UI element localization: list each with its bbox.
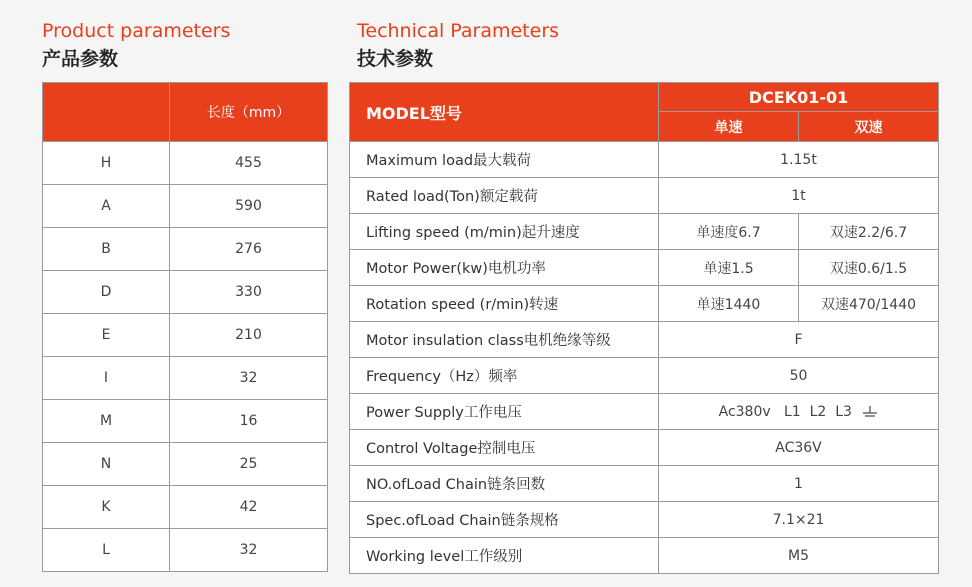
lifting-speed-label: Lifting speed (m/min)起升速度 (350, 214, 659, 250)
technical-parameters-table (349, 82, 939, 574)
table-header-row (350, 83, 939, 112)
table-row (350, 394, 939, 430)
table-row (43, 529, 328, 572)
table-row (43, 486, 328, 529)
control-voltage-label: Control Voltage控制电压 (350, 430, 659, 466)
param-name: M (43, 400, 170, 443)
control-voltage-value: AC36V (659, 430, 939, 466)
param-value: 32 (170, 357, 328, 400)
motor-power-single: 单速1.5 (659, 250, 799, 286)
motor-power-label: Motor Power(kw)电机功率 (350, 250, 659, 286)
param-name: N (43, 443, 170, 486)
param-value: 330 (170, 271, 328, 314)
header-blank-cell (43, 83, 170, 142)
rotation-speed-label: Rotation speed (r/min)转速 (350, 286, 659, 322)
working-level-label: Working level工作级别 (350, 538, 659, 574)
technical-title-en: Technical Parameters (357, 20, 560, 42)
insulation-value: F (659, 322, 939, 358)
param-value: 210 (170, 314, 328, 357)
power-supply-value: Ac380v L1 L2 L3 (718, 403, 852, 420)
param-name: A (43, 185, 170, 228)
product-title-cn: 产品参数 (42, 48, 119, 70)
max-load-label: Maximum load最大载荷 (350, 142, 659, 178)
table-row (43, 443, 328, 486)
chain-spec-label: Spec.ofLoad Chain链条规格 (350, 502, 659, 538)
product-parameters-table (42, 82, 328, 572)
lifting-speed-double: 双速2.2/6.7 (799, 214, 939, 250)
table-row (43, 228, 328, 271)
param-value: 16 (170, 400, 328, 443)
param-value: 276 (170, 228, 328, 271)
param-name: I (43, 357, 170, 400)
motor-power-double: 双速0.6/1.5 (799, 250, 939, 286)
rotation-speed-single: 单速1440 (659, 286, 799, 322)
lifting-speed-single: 单速度6.7 (659, 214, 799, 250)
length-header: 长度（mm） (170, 83, 328, 142)
rotation-speed-double: 双速470/1440 (799, 286, 939, 322)
table-row (350, 286, 939, 322)
working-level-value: M5 (659, 538, 939, 574)
param-value: 42 (170, 486, 328, 529)
table-row (43, 271, 328, 314)
model-label: MODEL型号 (350, 83, 659, 142)
single-speed-header: 单速 (659, 112, 799, 142)
table-row (43, 142, 328, 185)
chain-falls-label: NO.ofLoad Chain链条回数 (350, 466, 659, 502)
frequency-label: Frequency（Hz）频率 (350, 358, 659, 394)
table-row (350, 178, 939, 214)
table-row (350, 502, 939, 538)
table-row (350, 322, 939, 358)
power-supply-cell (659, 394, 939, 430)
table-row (350, 142, 939, 178)
table-row (350, 250, 939, 286)
table-row (43, 357, 328, 400)
technical-title-cn: 技术参数 (357, 48, 434, 70)
param-name: H (43, 142, 170, 185)
table-row (43, 314, 328, 357)
param-name: D (43, 271, 170, 314)
model-value: DCEK01-01 (659, 83, 939, 112)
product-title-en: Product parameters (42, 20, 231, 42)
rated-load-label: Rated load(Ton)额定载荷 (350, 178, 659, 214)
double-speed-header: 双速 (799, 112, 939, 142)
rated-load-value: 1t (659, 178, 939, 214)
frequency-value: 50 (659, 358, 939, 394)
table-row (43, 185, 328, 228)
chain-spec-value: 7.1×21 (659, 502, 939, 538)
ground-icon (862, 405, 878, 419)
chain-falls-value: 1 (659, 466, 939, 502)
param-value: 455 (170, 142, 328, 185)
table-row (350, 214, 939, 250)
table-row (43, 400, 328, 443)
param-value: 32 (170, 529, 328, 572)
table-row (350, 358, 939, 394)
param-value: 25 (170, 443, 328, 486)
table-header-row (43, 83, 328, 142)
table-row (350, 430, 939, 466)
param-name: K (43, 486, 170, 529)
table-row (350, 538, 939, 574)
param-name: B (43, 228, 170, 271)
param-name: E (43, 314, 170, 357)
table-row (350, 466, 939, 502)
param-name: L (43, 529, 170, 572)
insulation-label: Motor insulation class电机绝缘等级 (350, 322, 659, 358)
power-supply-label: Power Supply工作电压 (350, 394, 659, 430)
param-value: 590 (170, 185, 328, 228)
max-load-value: 1.15t (659, 142, 939, 178)
